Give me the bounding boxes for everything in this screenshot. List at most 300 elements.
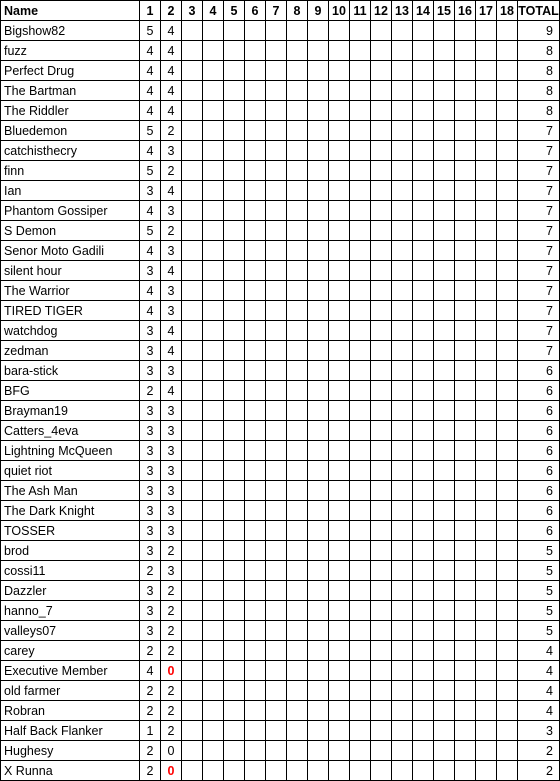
round-9-score: [308, 121, 329, 141]
round-6-score: [245, 161, 266, 181]
round-4-score: [203, 241, 224, 261]
round-5-score: [224, 461, 245, 481]
round-9-score: [308, 481, 329, 501]
round-18-score: [497, 141, 518, 161]
round-16-score: [455, 681, 476, 701]
round-1-score: 4: [140, 301, 161, 321]
round-13-score: [392, 61, 413, 81]
round-17-score: [476, 721, 497, 741]
round-17-score: [476, 481, 497, 501]
round-15-score: [434, 101, 455, 121]
round-header: 3: [182, 1, 203, 21]
round-7-score: [266, 621, 287, 641]
round-8-score: [287, 301, 308, 321]
round-6-score: [245, 501, 266, 521]
table-row: [1, 321, 560, 341]
round-10-score: [329, 121, 350, 141]
round-17-score: [476, 61, 497, 81]
round-5-score: [224, 761, 245, 781]
round-header: 15: [434, 1, 455, 21]
round-2-score: 3: [161, 141, 182, 161]
player-name: Perfect Drug: [1, 61, 140, 81]
round-17-score: [476, 41, 497, 61]
round-4-score: [203, 481, 224, 501]
round-10-score: [329, 761, 350, 781]
round-5-score: [224, 301, 245, 321]
round-15-score: [434, 721, 455, 741]
round-7-score: [266, 301, 287, 321]
round-1-score: 4: [140, 281, 161, 301]
header-row: [1, 1, 560, 21]
table-row: [1, 341, 560, 361]
round-10-score: [329, 61, 350, 81]
round-header: 6: [245, 1, 266, 21]
round-18-score: [497, 401, 518, 421]
table-row: [1, 621, 560, 641]
round-7-score: [266, 701, 287, 721]
round-6-score: [245, 141, 266, 161]
round-2-score: 0: [161, 661, 182, 681]
round-9-score: [308, 261, 329, 281]
round-14-score: [413, 281, 434, 301]
round-13-score: [392, 741, 413, 761]
round-13-score: [392, 161, 413, 181]
round-7-score: [266, 101, 287, 121]
round-4-score: [203, 681, 224, 701]
round-10-score: [329, 361, 350, 381]
round-18-score: [497, 321, 518, 341]
round-15-score: [434, 281, 455, 301]
round-10-score: [329, 661, 350, 681]
round-11-score: [350, 181, 371, 201]
round-18-score: [497, 201, 518, 221]
table-row: [1, 561, 560, 581]
table-row: [1, 81, 560, 101]
round-12-score: [371, 221, 392, 241]
round-2-score: 3: [161, 281, 182, 301]
round-16-score: [455, 341, 476, 361]
round-10-score: [329, 481, 350, 501]
round-18-score: [497, 541, 518, 561]
round-11-score: [350, 141, 371, 161]
round-6-score: [245, 461, 266, 481]
round-15-score: [434, 341, 455, 361]
round-17-score: [476, 461, 497, 481]
table-row: [1, 301, 560, 321]
round-7-score: [266, 21, 287, 41]
round-18-score: [497, 461, 518, 481]
round-9-score: [308, 721, 329, 741]
round-12-score: [371, 441, 392, 461]
round-18-score: [497, 741, 518, 761]
round-11-score: [350, 521, 371, 541]
round-11-score: [350, 161, 371, 181]
round-1-score: 2: [140, 561, 161, 581]
round-1-score: 5: [140, 161, 161, 181]
round-17-score: [476, 161, 497, 181]
round-16-score: [455, 541, 476, 561]
round-10-score: [329, 561, 350, 581]
total-score: 7: [518, 141, 560, 161]
round-6-score: [245, 561, 266, 581]
round-3-score: [182, 421, 203, 441]
round-5-score: [224, 501, 245, 521]
round-12-score: [371, 81, 392, 101]
round-17-score: [476, 641, 497, 661]
round-7-score: [266, 681, 287, 701]
round-11-score: [350, 621, 371, 641]
total-score: 7: [518, 261, 560, 281]
round-8-score: [287, 681, 308, 701]
total-score: 2: [518, 761, 560, 781]
round-11-score: [350, 601, 371, 621]
round-4-score: [203, 101, 224, 121]
round-header: 10: [329, 1, 350, 21]
round-5-score: [224, 481, 245, 501]
round-5-score: [224, 581, 245, 601]
round-6-score: [245, 421, 266, 441]
round-8-score: [287, 641, 308, 661]
round-4-score: [203, 541, 224, 561]
round-8-score: [287, 361, 308, 381]
round-9-score: [308, 341, 329, 361]
round-13-score: [392, 441, 413, 461]
table-row: [1, 21, 560, 41]
player-name: zedman: [1, 341, 140, 361]
round-17-score: [476, 301, 497, 321]
round-4-score: [203, 421, 224, 441]
round-10-score: [329, 421, 350, 441]
player-name: quiet riot: [1, 461, 140, 481]
round-5-score: [224, 661, 245, 681]
round-14-score: [413, 201, 434, 221]
round-10-score: [329, 701, 350, 721]
round-header: 8: [287, 1, 308, 21]
total-header: TOTAL: [518, 1, 560, 21]
round-18-score: [497, 501, 518, 521]
round-1-score: 3: [140, 621, 161, 641]
round-9-score: [308, 621, 329, 641]
round-11-score: [350, 741, 371, 761]
round-3-score: [182, 521, 203, 541]
round-8-score: [287, 561, 308, 581]
round-3-score: [182, 81, 203, 101]
round-9-score: [308, 201, 329, 221]
round-3-score: [182, 621, 203, 641]
table-row: [1, 201, 560, 221]
round-8-score: [287, 281, 308, 301]
round-12-score: [371, 341, 392, 361]
round-1-score: 4: [140, 201, 161, 221]
round-5-score: [224, 241, 245, 261]
round-6-score: [245, 641, 266, 661]
round-14-score: [413, 21, 434, 41]
round-17-score: [476, 701, 497, 721]
round-2-score: 3: [161, 521, 182, 541]
player-name: Half Back Flanker: [1, 721, 140, 741]
round-4-score: [203, 321, 224, 341]
round-6-score: [245, 321, 266, 341]
round-7-score: [266, 461, 287, 481]
round-6-score: [245, 261, 266, 281]
player-name: Executive Member: [1, 661, 140, 681]
round-8-score: [287, 541, 308, 561]
round-12-score: [371, 181, 392, 201]
round-11-score: [350, 661, 371, 681]
round-18-score: [497, 361, 518, 381]
round-6-score: [245, 241, 266, 261]
round-2-score: 2: [161, 721, 182, 741]
round-16-score: [455, 761, 476, 781]
round-13-score: [392, 481, 413, 501]
round-16-score: [455, 121, 476, 141]
round-15-score: [434, 541, 455, 561]
round-7-score: [266, 121, 287, 141]
round-11-score: [350, 721, 371, 741]
round-7-score: [266, 741, 287, 761]
round-7-score: [266, 721, 287, 741]
round-9-score: [308, 401, 329, 421]
round-8-score: [287, 401, 308, 421]
round-1-score: 3: [140, 601, 161, 621]
table-row: [1, 241, 560, 261]
round-9-score: [308, 61, 329, 81]
total-score: 5: [518, 621, 560, 641]
round-1-score: 2: [140, 381, 161, 401]
round-18-score: [497, 661, 518, 681]
round-4-score: [203, 261, 224, 281]
round-15-score: [434, 481, 455, 501]
round-header: 1: [140, 1, 161, 21]
round-16-score: [455, 641, 476, 661]
table-row: [1, 581, 560, 601]
round-4-score: [203, 401, 224, 421]
name-header: Name: [1, 1, 140, 21]
round-6-score: [245, 41, 266, 61]
table-row: [1, 441, 560, 461]
round-15-score: [434, 741, 455, 761]
round-13-score: [392, 721, 413, 741]
round-18-score: [497, 481, 518, 501]
round-header: 17: [476, 1, 497, 21]
round-12-score: [371, 701, 392, 721]
round-6-score: [245, 581, 266, 601]
round-4-score: [203, 741, 224, 761]
round-9-score: [308, 761, 329, 781]
round-7-score: [266, 421, 287, 441]
round-7-score: [266, 641, 287, 661]
round-16-score: [455, 721, 476, 741]
round-5-score: [224, 201, 245, 221]
round-16-score: [455, 301, 476, 321]
round-14-score: [413, 401, 434, 421]
round-6-score: [245, 741, 266, 761]
round-13-score: [392, 21, 413, 41]
round-4-score: [203, 41, 224, 61]
total-score: 6: [518, 521, 560, 541]
round-15-score: [434, 421, 455, 441]
round-6-score: [245, 481, 266, 501]
round-3-score: [182, 21, 203, 41]
round-16-score: [455, 601, 476, 621]
round-5-score: [224, 341, 245, 361]
round-3-score: [182, 181, 203, 201]
round-3-score: [182, 361, 203, 381]
player-name: carey: [1, 641, 140, 661]
round-15-score: [434, 401, 455, 421]
round-header: 2: [161, 1, 182, 21]
round-2-score: 3: [161, 361, 182, 381]
round-11-score: [350, 281, 371, 301]
round-8-score: [287, 121, 308, 141]
round-8-score: [287, 261, 308, 281]
round-14-score: [413, 501, 434, 521]
round-15-score: [434, 641, 455, 661]
round-13-score: [392, 401, 413, 421]
round-10-score: [329, 201, 350, 221]
round-14-score: [413, 341, 434, 361]
round-2-score: 4: [161, 341, 182, 361]
round-4-score: [203, 581, 224, 601]
round-16-score: [455, 241, 476, 261]
round-15-score: [434, 81, 455, 101]
table-row: [1, 541, 560, 561]
round-1-score: 4: [140, 41, 161, 61]
round-18-score: [497, 421, 518, 441]
round-header: 18: [497, 1, 518, 21]
round-12-score: [371, 261, 392, 281]
round-8-score: [287, 181, 308, 201]
round-1-score: 3: [140, 261, 161, 281]
round-5-score: [224, 261, 245, 281]
round-10-score: [329, 521, 350, 541]
round-9-score: [308, 681, 329, 701]
round-5-score: [224, 541, 245, 561]
round-11-score: [350, 481, 371, 501]
round-6-score: [245, 21, 266, 41]
round-13-score: [392, 581, 413, 601]
round-17-score: [476, 441, 497, 461]
round-5-score: [224, 21, 245, 41]
round-13-score: [392, 601, 413, 621]
round-15-score: [434, 681, 455, 701]
round-7-score: [266, 281, 287, 301]
total-score: 5: [518, 541, 560, 561]
round-18-score: [497, 81, 518, 101]
table-row: [1, 41, 560, 61]
round-16-score: [455, 701, 476, 721]
round-14-score: [413, 541, 434, 561]
round-9-score: [308, 301, 329, 321]
round-2-score: 4: [161, 81, 182, 101]
round-10-score: [329, 681, 350, 701]
round-13-score: [392, 321, 413, 341]
player-name: finn: [1, 161, 140, 181]
round-12-score: [371, 501, 392, 521]
round-12-score: [371, 521, 392, 541]
round-18-score: [497, 581, 518, 601]
round-10-score: [329, 161, 350, 181]
total-score: 7: [518, 221, 560, 241]
player-name: Senor Moto Gadili: [1, 241, 140, 261]
round-13-score: [392, 621, 413, 641]
round-1-score: 3: [140, 321, 161, 341]
player-name: The Ash Man: [1, 481, 140, 501]
round-1-score: 3: [140, 501, 161, 521]
round-1-score: 3: [140, 481, 161, 501]
round-14-score: [413, 221, 434, 241]
round-9-score: [308, 461, 329, 481]
player-name: Dazzler: [1, 581, 140, 601]
round-16-score: [455, 261, 476, 281]
round-3-score: [182, 681, 203, 701]
table-row: [1, 701, 560, 721]
round-14-score: [413, 601, 434, 621]
round-3-score: [182, 721, 203, 741]
round-4-score: [203, 721, 224, 741]
round-16-score: [455, 361, 476, 381]
round-1-score: 3: [140, 361, 161, 381]
round-16-score: [455, 401, 476, 421]
round-17-score: [476, 221, 497, 241]
round-8-score: [287, 701, 308, 721]
round-12-score: [371, 561, 392, 581]
round-7-score: [266, 521, 287, 541]
round-header: 14: [413, 1, 434, 21]
round-9-score: [308, 21, 329, 41]
round-2-score: 3: [161, 301, 182, 321]
round-4-score: [203, 21, 224, 41]
player-name: The Riddler: [1, 101, 140, 121]
total-score: 6: [518, 421, 560, 441]
round-11-score: [350, 261, 371, 281]
round-6-score: [245, 361, 266, 381]
round-15-score: [434, 201, 455, 221]
round-18-score: [497, 21, 518, 41]
round-10-score: [329, 41, 350, 61]
total-score: 7: [518, 301, 560, 321]
round-10-score: [329, 721, 350, 741]
round-6-score: [245, 221, 266, 241]
round-18-score: [497, 641, 518, 661]
round-7-score: [266, 361, 287, 381]
round-16-score: [455, 421, 476, 441]
round-13-score: [392, 81, 413, 101]
round-4-score: [203, 501, 224, 521]
round-10-score: [329, 181, 350, 201]
round-17-score: [476, 541, 497, 561]
round-9-score: [308, 701, 329, 721]
round-11-score: [350, 401, 371, 421]
round-2-score: 3: [161, 481, 182, 501]
round-3-score: [182, 441, 203, 461]
round-17-score: [476, 581, 497, 601]
round-13-score: [392, 701, 413, 721]
round-17-score: [476, 401, 497, 421]
round-15-score: [434, 261, 455, 281]
round-15-score: [434, 621, 455, 641]
round-16-score: [455, 381, 476, 401]
round-10-score: [329, 621, 350, 641]
round-15-score: [434, 441, 455, 461]
round-14-score: [413, 81, 434, 101]
round-17-score: [476, 241, 497, 261]
table-row: [1, 221, 560, 241]
round-7-score: [266, 141, 287, 161]
round-11-score: [350, 681, 371, 701]
round-1-score: 4: [140, 241, 161, 261]
round-10-score: [329, 221, 350, 241]
